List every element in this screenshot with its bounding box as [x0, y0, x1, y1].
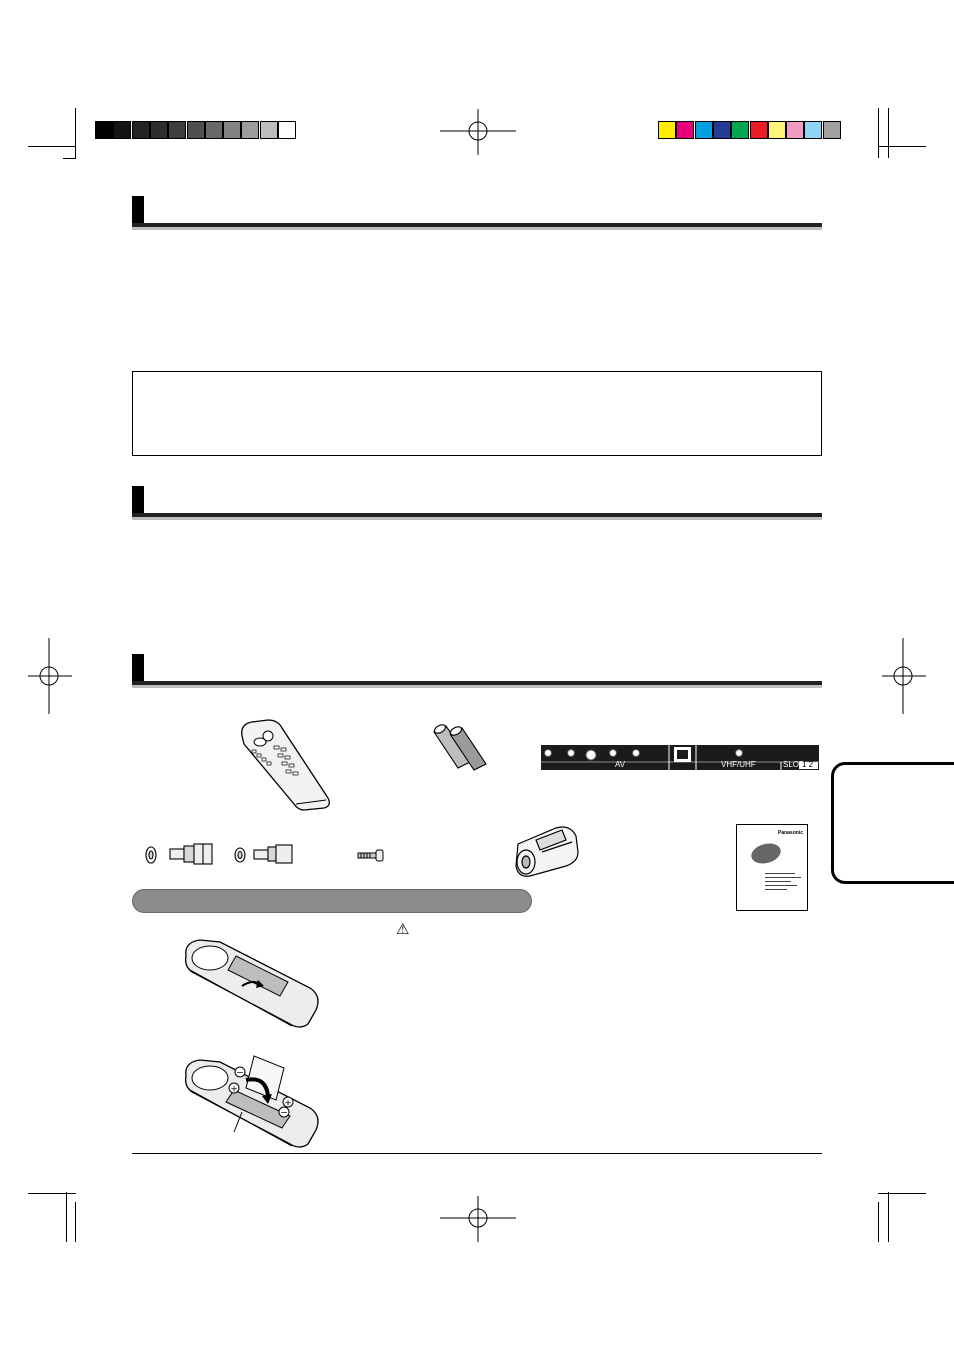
- calibration-swatch: [658, 121, 676, 139]
- calibration-swatch: [223, 121, 241, 139]
- calibration-swatch: [278, 121, 296, 139]
- note-box: [132, 371, 822, 456]
- terminal-panel: [541, 745, 819, 770]
- battery-minus-mark: −: [280, 1108, 288, 1119]
- calibration-swatch: [95, 121, 113, 139]
- calibration-swatch: [113, 121, 131, 139]
- section-header-3: [132, 654, 822, 690]
- calibration-swatch: [768, 121, 786, 139]
- footer-rule: [132, 1153, 822, 1154]
- remote-battery-insert-illustration: [180, 1050, 324, 1150]
- warning-icon: ⚠: [396, 921, 410, 938]
- slot-label: SLOT: [783, 760, 804, 769]
- section-header-1: [132, 196, 822, 232]
- antenna-adapter-illustration-1: [143, 838, 215, 868]
- calibration-swatch: [260, 121, 278, 139]
- calibration-swatch: [731, 121, 749, 139]
- calibration-swatch: [713, 121, 731, 139]
- av-terminal-label: AV: [615, 760, 626, 769]
- calibration-swatch: [168, 121, 186, 139]
- calibration-swatch: [695, 121, 713, 139]
- manual-brand-logo: Panasonic: [777, 830, 803, 836]
- side-index-tab: [831, 762, 954, 884]
- calibration-swatch: [786, 121, 804, 139]
- battery-installation-heading-bar: [132, 889, 532, 913]
- screw-illustration: [356, 848, 386, 862]
- calibration-swatch: [187, 121, 205, 139]
- battery-plus-mark: +: [284, 1098, 292, 1109]
- antenna-terminal-label: VHF/UHF: [721, 760, 756, 769]
- registration-mark-bottom: [440, 1196, 516, 1242]
- calibration-swatch: [241, 121, 259, 139]
- battery-minus-mark: −: [236, 1068, 244, 1079]
- battery-plus-mark: +: [230, 1084, 238, 1095]
- remote-control-illustration: [238, 716, 334, 812]
- registration-mark-right: [882, 638, 926, 714]
- calibration-swatch: [205, 121, 223, 139]
- calibration-swatch: [804, 121, 822, 139]
- calibration-swatch: [823, 121, 841, 139]
- batteries-illustration: [430, 722, 492, 772]
- operating-manual-illustration: [736, 824, 808, 911]
- registration-mark-left: [28, 638, 72, 714]
- ferrite-core-illustration: [512, 822, 584, 878]
- antenna-adapter-illustration-2: [232, 840, 296, 868]
- card-slot-numbers: 1 2: [802, 760, 814, 769]
- calibration-swatch: [676, 121, 694, 139]
- remote-cover-open-illustration: [180, 936, 324, 1030]
- calibration-swatch: [132, 121, 150, 139]
- section-header-2: [132, 486, 822, 522]
- registration-mark-top: [440, 109, 516, 155]
- calibration-swatch: [150, 121, 168, 139]
- calibration-swatch: [750, 121, 768, 139]
